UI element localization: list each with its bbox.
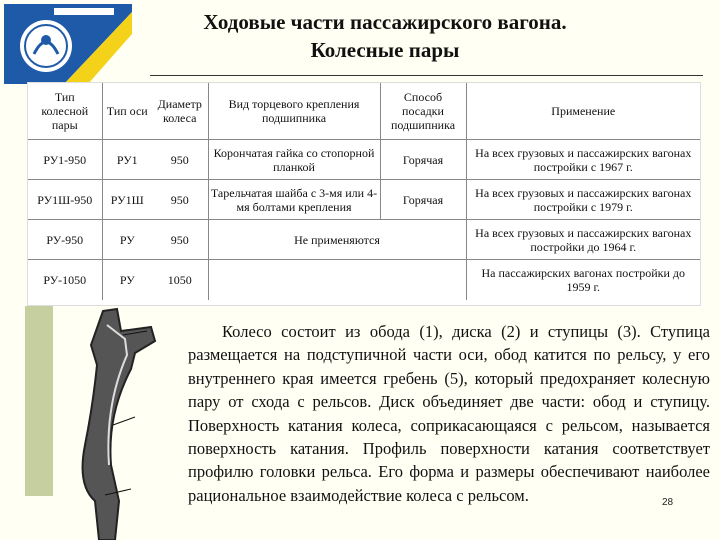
- cell-fastening: [208, 260, 466, 300]
- header-application: Применение: [466, 83, 700, 140]
- cell-application: На пассажирских вагонах постройки до 1959 г.: [466, 260, 700, 300]
- header-axle-type: Тип оси: [102, 83, 152, 140]
- institution-logo: [4, 4, 132, 84]
- cell-application: На всех грузовых и пассажирских вагонах постройки до 1964 г.: [466, 220, 700, 260]
- header-wheelset-type: Тип колесной пары: [41, 90, 89, 132]
- cell-axle-type: РУ1Ш: [102, 180, 152, 220]
- cell-diameter: 950: [152, 180, 208, 220]
- wheel-profile-drawing: [55, 305, 175, 540]
- cell-axle-type: РУ1: [102, 140, 152, 180]
- cell-fit-method: Горячая: [380, 180, 466, 220]
- cell-diameter: 950: [152, 220, 208, 260]
- cell-diameter: 950: [152, 140, 208, 180]
- title-line-2: Колесные пары: [310, 38, 460, 62]
- table-row: [28, 140, 700, 180]
- table-row: [28, 220, 700, 260]
- title-line-1: Ходовые части пассажирского вагона.: [203, 10, 567, 34]
- header-bearing-fastening: Вид торцевого крепления подшипника: [208, 83, 380, 140]
- table-header-row: [28, 83, 700, 140]
- page-number: 28: [662, 497, 674, 508]
- title-divider: [150, 75, 703, 76]
- header-wheel-diameter: Диаметр колеса: [157, 97, 202, 125]
- cell-wheelset-type: РУ1-950: [28, 140, 102, 180]
- cell-wheelset-type: РУ-950: [28, 220, 102, 260]
- cell-application: На всех грузовых и пассажирских вагонах постройки с 1979 г.: [466, 180, 700, 220]
- cell-fastening: Корончатая гайка со стопорной планкой: [208, 140, 380, 180]
- description-text: Колесо состоит из обода (1), диска (2) и ступицы (3). Ступица размещается на подступичной части оси, обод катится по рельсу, у его внутреннего края имеется гребень (5), который предохраняет колесную пару от схода с рельсов. Диск объединяет две части: обод и ступицу. Поверхность катания колеса, соприкасающаяся с рельсом, называется поверхность катания. Профиль поверхности катания соответствует профилю головки рельса. Его форма и размеры обеспечивают наиболее рациональное взаимодействие колеса с рельсом.: [188, 322, 710, 505]
- cell-wheelset-type: РУ1Ш-950: [28, 180, 102, 220]
- cell-diameter: 1050: [152, 260, 208, 300]
- description-paragraph: [188, 320, 710, 507]
- wheelset-types-table: [27, 82, 701, 306]
- table-row: [28, 180, 700, 220]
- cell-fastening: Не применяются: [208, 220, 466, 260]
- cell-fit-method: Горячая: [380, 140, 466, 180]
- cell-application: На всех грузовых и пассажирских вагонах постройки с 1967 г.: [466, 140, 700, 180]
- header-fit-method: Способ посадки подшипника: [380, 83, 466, 140]
- cell-fastening: Тарельчатая шайба с 3-мя или 4-мя болтами крепления: [208, 180, 380, 220]
- sidebar-decoration: [25, 306, 53, 496]
- cell-axle-type: РУ: [102, 220, 152, 260]
- page-title: [150, 8, 620, 64]
- cell-wheelset-type: РУ-1050: [28, 260, 102, 300]
- table-row: [28, 260, 700, 300]
- cell-axle-type: РУ: [102, 260, 152, 300]
